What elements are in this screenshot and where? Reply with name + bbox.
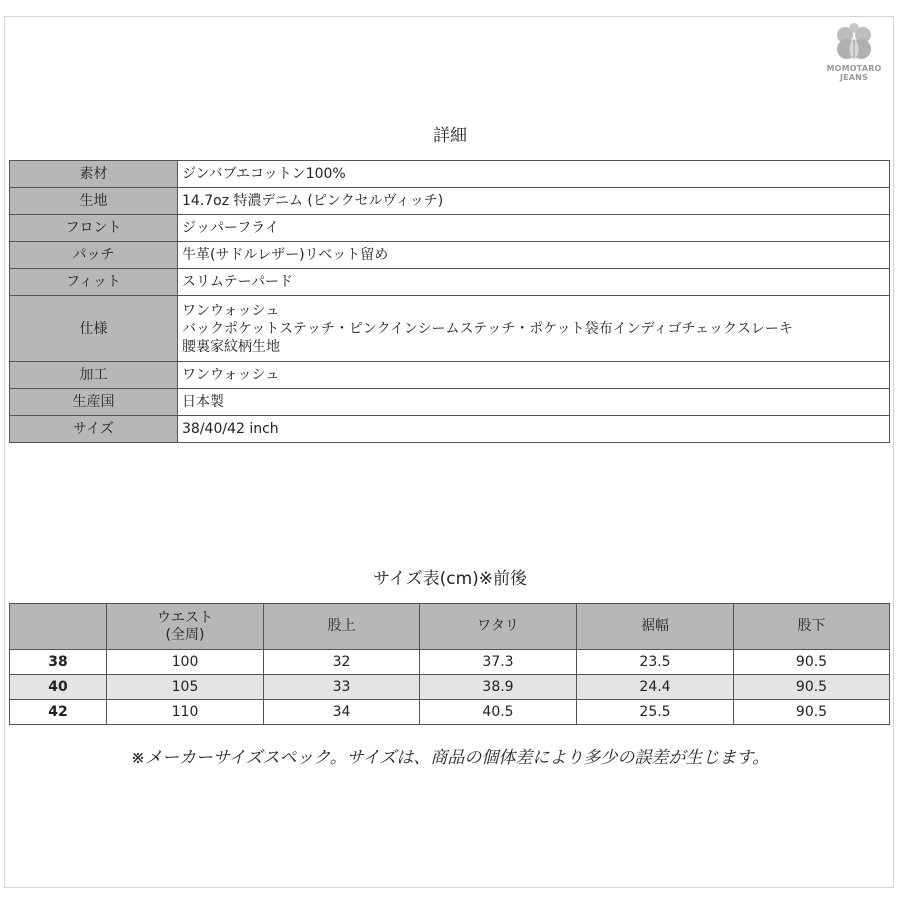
detail-value: 14.7oz 特濃デニム (ピンクセルヴィッチ) <box>178 188 890 215</box>
table-cell: 100 <box>107 650 264 675</box>
table-cell: 25.5 <box>577 700 734 725</box>
size-table <box>9 603 890 725</box>
size-disclaimer-note: ※メーカーサイズスペック。サイズは、商品の個体差により多少の誤差が生じます。 <box>130 748 770 768</box>
detail-row <box>10 161 890 188</box>
spec-line: 腰裏家紋柄生地 <box>182 338 280 355</box>
size-table-title: サイズ表(cm)※前後 <box>372 569 528 589</box>
detail-row <box>10 188 890 215</box>
detail-label: パッチ <box>10 242 178 269</box>
detail-value: 牛革(サドルレザー)リベット留め <box>178 242 890 269</box>
detail-row <box>10 242 890 269</box>
table-row <box>10 700 890 725</box>
size-header-inseam: 股下 <box>734 604 890 650</box>
detail-value: スリムテーパード <box>178 269 890 296</box>
detail-value: 日本製 <box>178 389 890 416</box>
waist-label: ウエスト <box>157 609 213 626</box>
table-cell: 37.3 <box>420 650 577 675</box>
waist-sublabel: (全周) <box>165 626 205 643</box>
table-row <box>10 650 890 675</box>
detail-label: 仕様 <box>10 296 178 362</box>
size-header-corner <box>10 604 107 650</box>
brand-logo <box>826 20 882 92</box>
peach-emblem-icon <box>834 20 874 64</box>
detail-row <box>10 416 890 443</box>
detail-row <box>10 389 890 416</box>
size-header-row <box>10 604 890 650</box>
size-header-rise: 股上 <box>264 604 420 650</box>
detail-value: ジッパーフライ <box>178 215 890 242</box>
table-cell: 90.5 <box>734 650 890 675</box>
detail-label: フロント <box>10 215 178 242</box>
spec-line: バックポケットステッチ・ピンクインシームステッチ・ポケット袋布インディゴチェックスレーキ <box>182 320 793 337</box>
table-cell: 110 <box>107 700 264 725</box>
size-header-hem: 裾幅 <box>577 604 734 650</box>
detail-label: 加工 <box>10 362 178 389</box>
detail-value-multiline <box>178 296 890 362</box>
size-header-thigh: ワタリ <box>420 604 577 650</box>
detail-label: サイズ <box>10 416 178 443</box>
detail-table <box>9 160 890 443</box>
detail-label: 素材 <box>10 161 178 188</box>
detail-value: ジンバブエコットン100% <box>178 161 890 188</box>
table-cell: 33 <box>264 675 420 700</box>
detail-value: ワンウォッシュ <box>178 362 890 389</box>
detail-label: フィット <box>10 269 178 296</box>
detail-row <box>10 296 890 362</box>
table-cell: 40.5 <box>420 700 577 725</box>
detail-row <box>10 362 890 389</box>
spec-line: ワンウォッシュ <box>182 302 280 319</box>
detail-row <box>10 269 890 296</box>
logo-text-2: JEANS <box>839 73 869 82</box>
table-cell: 23.5 <box>577 650 734 675</box>
size-header-waist <box>107 604 264 650</box>
detail-label: 生産国 <box>10 389 178 416</box>
size-label: 40 <box>10 675 107 700</box>
detail-row <box>10 215 890 242</box>
detail-label: 生地 <box>10 188 178 215</box>
detail-value: 38/40/42 inch <box>178 416 890 443</box>
detail-title: 詳細 <box>433 126 467 146</box>
table-cell: 24.4 <box>577 675 734 700</box>
table-cell: 105 <box>107 675 264 700</box>
logo-text-1: MOMOTARO <box>826 64 882 73</box>
table-cell: 90.5 <box>734 675 890 700</box>
size-label: 42 <box>10 700 107 725</box>
table-row <box>10 675 890 700</box>
table-cell: 34 <box>264 700 420 725</box>
table-cell: 38.9 <box>420 675 577 700</box>
table-cell: 90.5 <box>734 700 890 725</box>
table-cell: 32 <box>264 650 420 675</box>
size-label: 38 <box>10 650 107 675</box>
